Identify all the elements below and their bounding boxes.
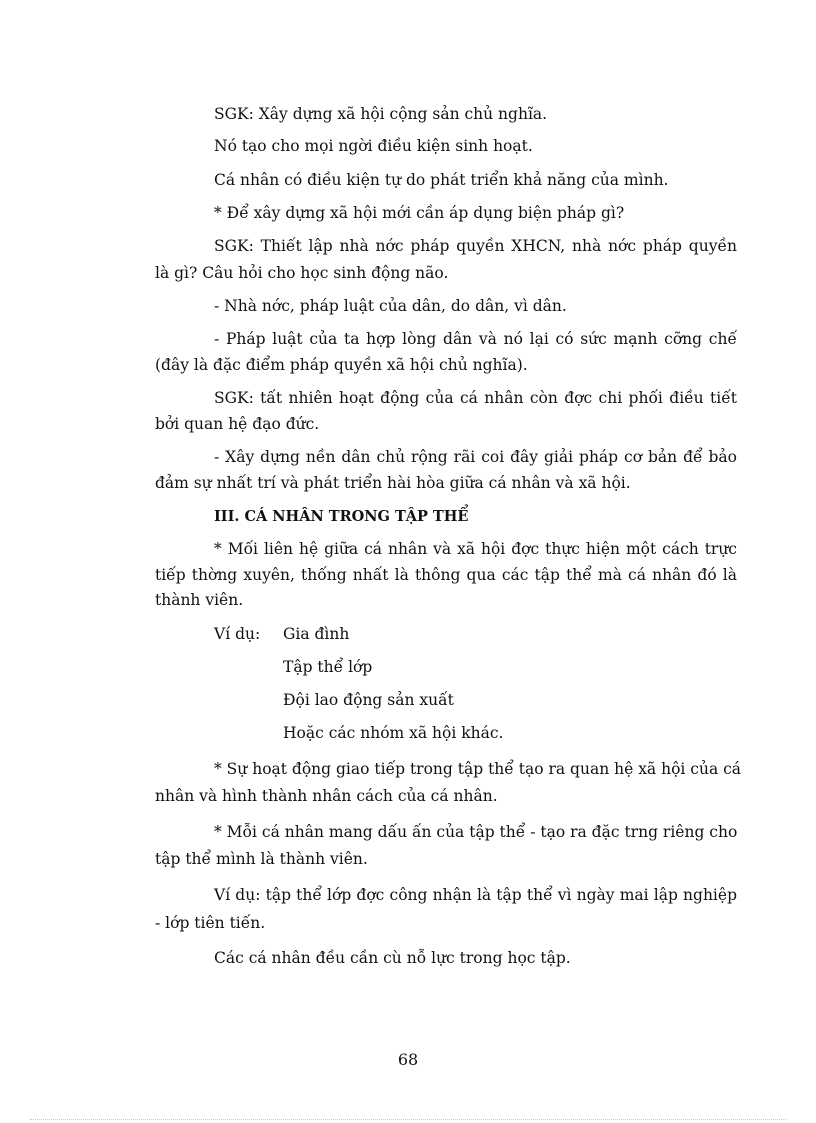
text-line: SGK: Thiết lập nhà nớc pháp quyền XHCN, nhà nớc pháp quyền [214, 237, 737, 255]
example-item: Hoặc các nhóm xã hội khác. [283, 724, 504, 742]
text-line: * Mối liên hệ giữa cá nhân và xã hội đợc thực hiện một cách trực [214, 540, 737, 558]
example-label: Ví dụ: [214, 625, 261, 643]
text-line: - Xây dựng nền dân chủ rộng rãi coi đây giải pháp cơ bản để bảo [214, 448, 737, 466]
example-item: Đội lao động sản xuất [283, 691, 454, 709]
text-line: Ví dụ: tập thể lớp đợc công nhận là tập thể vì ngày mai lập nghiệp [214, 886, 737, 904]
text-line: tiếp thờng xuyên, thống nhất là thông qua các tập thể mà cá nhân đó là [155, 566, 737, 584]
text-line: Các cá nhân đều cần cù nỗ lực trong học tập. [214, 949, 571, 967]
bottom-dotted-rule [30, 1119, 786, 1120]
example-item: Tập thể lớp [283, 658, 373, 676]
text-line: nhân và hình thành nhân cách của cá nhân. [155, 787, 498, 805]
text-line: * Sự hoạt động giao tiếp trong tập thể tạo ra quan hệ xã hội của cá [214, 760, 742, 778]
text-line: * Mỗi cá nhân mang dấu ấn của tập thể - tạo ra đặc trng riêng cho [214, 823, 738, 841]
text-line: SGK: tất nhiên hoạt động của cá nhân còn đợc chi phối điều tiết [214, 389, 737, 407]
text-line: là gì? Câu hỏi cho học sinh động não. [155, 264, 449, 282]
text-line: thành viên. [155, 591, 244, 609]
text-line: Nó tạo cho mọi ngời điều kiện sinh hoạt. [214, 137, 533, 155]
text-line: SGK: Xây dựng xã hội cộng sản chủ nghĩa. [214, 105, 548, 123]
text-line: tập thể mình là thành viên. [155, 850, 368, 868]
text-line: * Để xây dựng xã hội mới cần áp dụng biện pháp gì? [214, 204, 625, 222]
text-line: - Pháp luật của ta hợp lòng dân và nó lại có sức mạnh cỡng chế [214, 330, 737, 348]
text-line: (đây là đặc điểm pháp quyền xã hội chủ nghĩa). [155, 356, 528, 374]
text-line: Cá nhân có điều kiện tự do phát triển khả năng của mình. [214, 171, 669, 189]
text-line: đảm sự nhất trí và phát triển hài hòa giữa cá nhân và xã hội. [155, 474, 631, 492]
example-item: Gia đình [283, 625, 350, 643]
page-number: 68 [397, 1050, 419, 1069]
text-line: - Nhà nớc, pháp luật của dân, do dân, vì dân. [214, 297, 567, 315]
section-heading: III. CÁ NHÂN TRONG TẬP THỂ [214, 508, 469, 525]
text-line: bởi quan hệ đạo đức. [155, 415, 320, 433]
text-line: - lớp tiên tiến. [155, 914, 266, 932]
